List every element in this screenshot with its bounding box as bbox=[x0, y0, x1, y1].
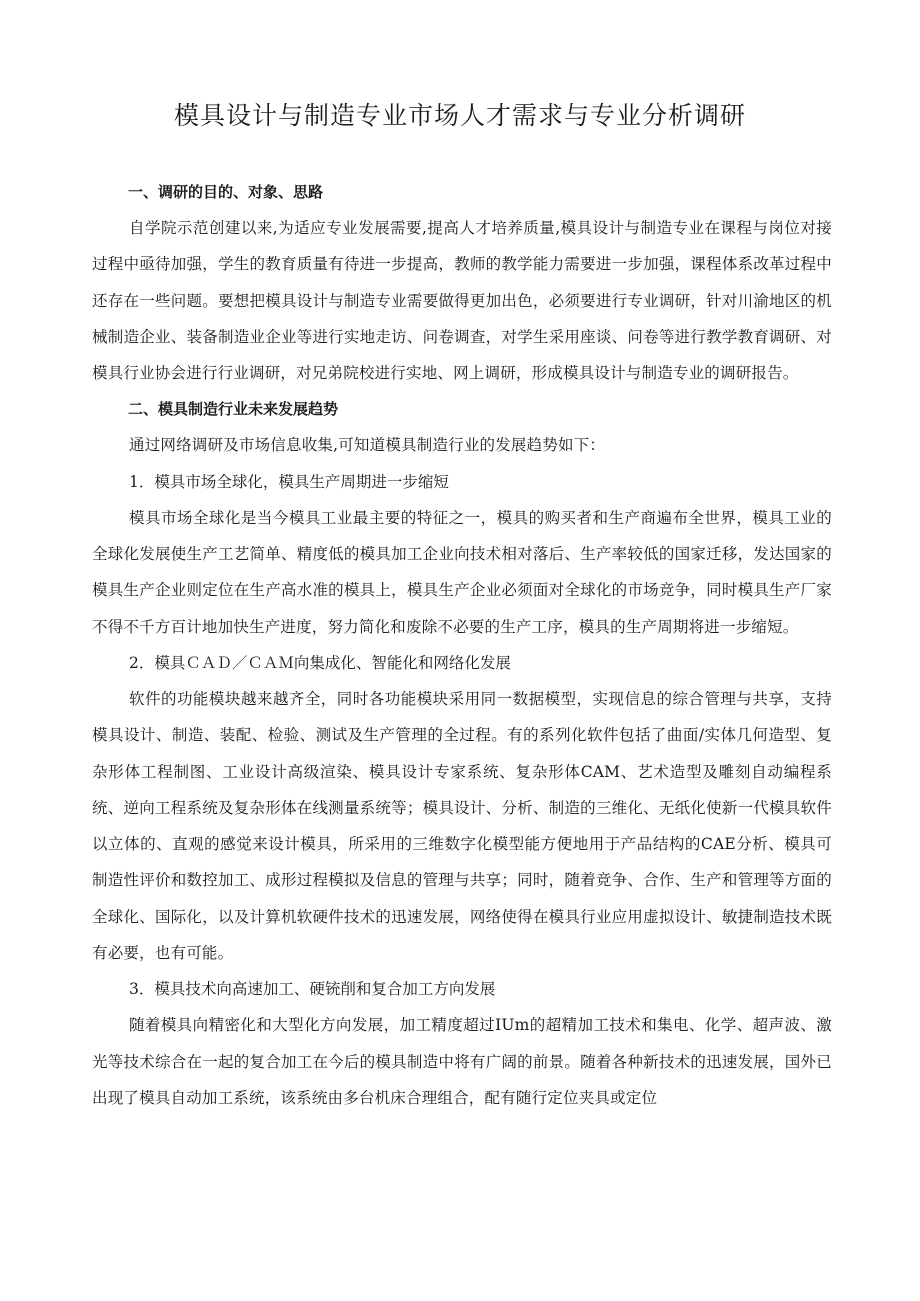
subsection-heading: 1．模具市场全球化，模具生产周期进一步缩短 bbox=[129, 472, 449, 491]
paragraph: 自学院示范创建以来,为适应专业发展需要,提高人才培养质量,模具设计与制造专业在课程与岗位对接过程中亟待加强，学生的教育质量有待进一步提高，教师的教学能力需要进一步加强，课程体系改革过程中还存在一些问题。要想把模具设计与制造专业需要做得更加出色，必须要进行专业调研，针对川渝地区的机械制造企业、装备制造业企业等进行实地走访、问卷调查，对学生采用座谈、问卷等进行教学教育调研、对模具行业协会进行行业调研，对兄弟院校进行实地、网上调研，形成模具设计与制造专业的调研报告。 bbox=[92, 219, 832, 383]
subsection-heading: 2．模具ＣＡＤ／ＣＡＭ向集成化、智能化和网络化发展 bbox=[129, 653, 511, 672]
document-title: 模具设计与制造专业市场人才需求与专业分析调研 bbox=[173, 101, 746, 130]
section-heading: 一、调研的目的、对象、思路 bbox=[128, 183, 324, 201]
paragraph: 软件的功能模块越来越齐全，同时各功能模块采用同一数据模型，实现信息的综合管理与共享，支持模具设计、制造、装配、检验、测试及生产管理的全过程。有的系列化软件包括了曲面/实体几何造型、复杂形体工程制图、工业设计高级渲染、模具设计专家系统、复杂形体CAM、艺术造型及雕刻自动编程系统、逆向工程系统及复杂形体在线测量系统等；模具设计、分析、制造的三维化、无纸化使新一代模具软件以立体的、直观的感觉来设计模具，所采用的三维数字化模型能方便地用于产品结构的CAE分析、模具可制造性评价和数控加工、成形过程模拟及信息的管理与共享；同时，随着竞争、合作、生产和管理等方面的全球化、国际化，以及计算机软硬件技术的迅速发展，网络使得在模具行业应用虚拟设计、敏捷制造技术既有必要，也有可能。 bbox=[92, 689, 832, 963]
paragraph: 随着模具向精密化和大型化方向发展，加工精度超过IUm的超精加工技术和集电、化学、超声波、激光等技术综合在一起的复合加工在今后的模具制造中将有广阔的前景。随着各种新技术的迅速发展，国外已出现了模具自动加工系统，该系统由多台机床合理组合，配有随行定位夹具或定位 bbox=[92, 1016, 832, 1107]
document-body bbox=[92, 174, 832, 1116]
subsection-heading: 3．模具技术向高速加工、硬铳削和复合加工方向发展 bbox=[129, 980, 496, 999]
section-heading: 二、模具制造行业未来发展趋势 bbox=[128, 400, 339, 419]
paragraph: 模具市场全球化是当今模具工业最主要的特征之一，模具的购买者和生产商遍布全世界，模具工业的全球化发展使生产工艺简单、精度低的模具加工企业向技术相对落后、生产率较低的国家迁移，发达国家的模具生产企业则定位在生产高水准的模具上，模具生产企业必须面对全球化的市场竞争，同时模具生产厂家不得不千方百计地加快生产进度，努力简化和废除不必要的生产工序，模具的生产周期将进一步缩短。 bbox=[92, 508, 832, 636]
paragraph: 通过网络调研及市场信息收集,可知道模具制造行业的发展趋势如下： bbox=[129, 436, 606, 455]
